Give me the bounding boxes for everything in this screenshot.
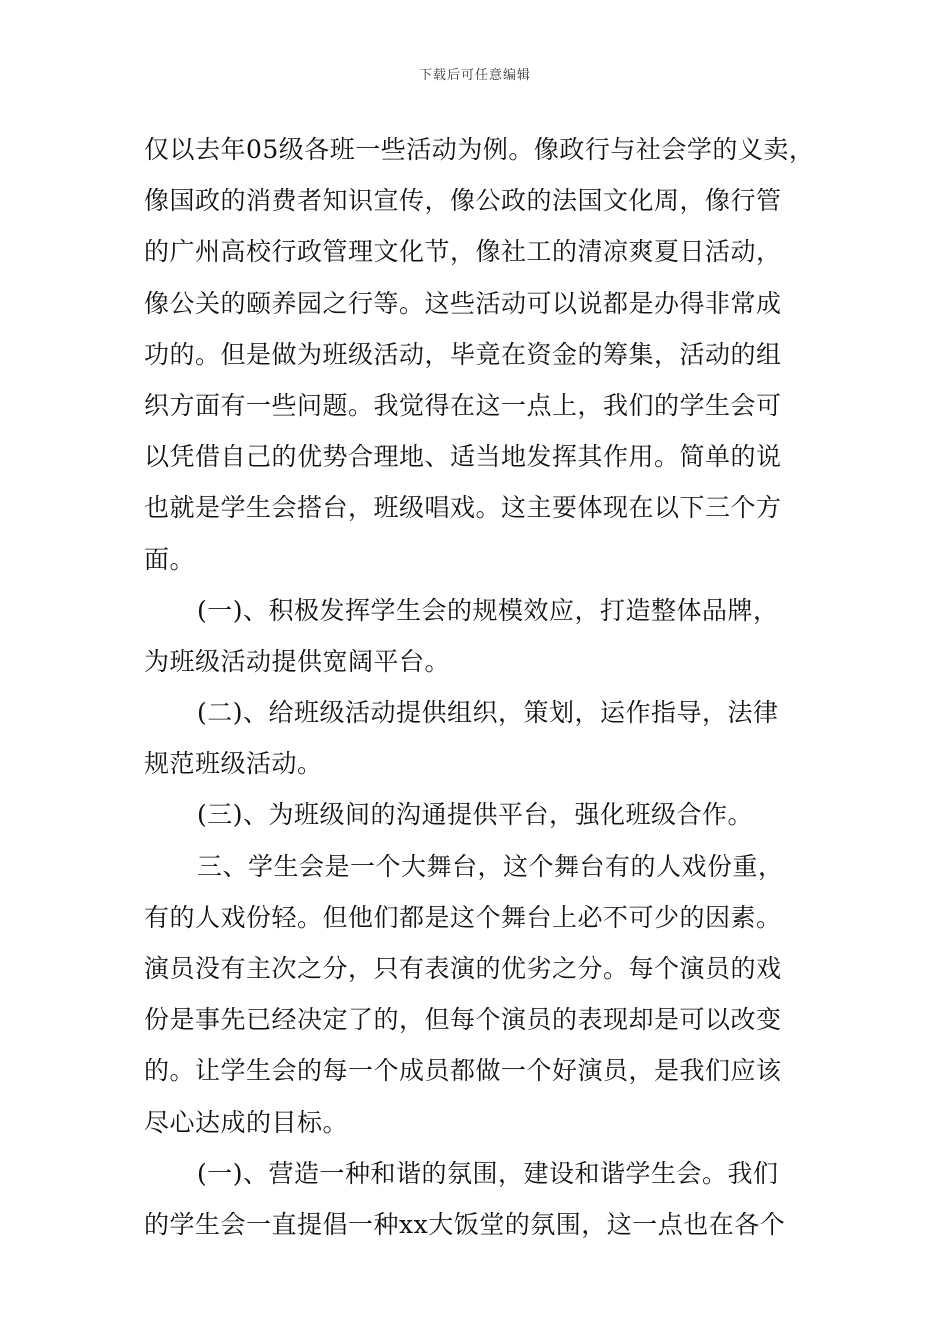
text-line: 为班级活动提供宽阔平台。 bbox=[144, 646, 451, 676]
text-line: 的广州高校行政管理文化节，像社工的清凉爽夏日活动， bbox=[144, 237, 782, 267]
text-line: (一)、积极发挥学生会的规模效应，打造整体品牌， bbox=[197, 595, 779, 625]
text-line: 织方面有一些问题。我觉得在这一点上，我们的学生会可 bbox=[144, 390, 782, 420]
text-line: (三)、为班级间的沟通提供平台，强化班级合作。 bbox=[197, 800, 754, 830]
page-header: 下载后可任意编辑 bbox=[418, 68, 531, 83]
text-line: 三、学生会是一个大舞台，这个舞台有的人戏份重， bbox=[197, 851, 784, 881]
text-line: 演员没有主次之分，只有表演的优劣之分。每个演员的戏 bbox=[144, 954, 782, 983]
text-line: 份是事先已经决定了的，但每个演员的表现却是可以改变 bbox=[144, 1005, 782, 1035]
text-line: 像公关的颐养园之行等。这些活动可以说都是办得非常成 bbox=[144, 288, 782, 318]
text-line: 的。让学生会的每一个成员都做一个好演员，是我们应该 bbox=[144, 1056, 782, 1086]
text-line: 也就是学生会搭台，班级唱戏。这主要体现在以下三个方 bbox=[144, 493, 782, 523]
document-body bbox=[144, 124, 816, 1250]
text-line: (二)、给班级活动提供组织，策划，运作指导，法律 bbox=[197, 698, 779, 728]
text-line: 规范班级活动。 bbox=[144, 749, 323, 779]
text-line: (一)、营造一种和谐的氛围，建设和谐学生会。我们 bbox=[197, 1158, 779, 1188]
text-line: 有的人戏份轻。但他们都是这个舞台上必不可少的因素。 bbox=[144, 902, 782, 932]
text-line: 的学生会一直提倡一种xx大饭堂的氛围，这一点也在各个 bbox=[144, 1209, 786, 1239]
text-line: 以凭借自己的优势合理地、适当地发挥其作用。简单的说 bbox=[144, 442, 782, 472]
text-line: 像国政的消费者知识宣传，像公政的法国文化周，像行管 bbox=[144, 186, 782, 216]
text-line: 面。 bbox=[144, 544, 196, 574]
text-line: 尽心达成的目标。 bbox=[144, 1107, 349, 1137]
text-line: 仅以去年05级各班一些活动为例。像政行与社会学的义卖， bbox=[144, 135, 815, 164]
text-line: 功的。但是做为班级活动，毕竟在资金的筹集，活动的组 bbox=[144, 339, 782, 369]
